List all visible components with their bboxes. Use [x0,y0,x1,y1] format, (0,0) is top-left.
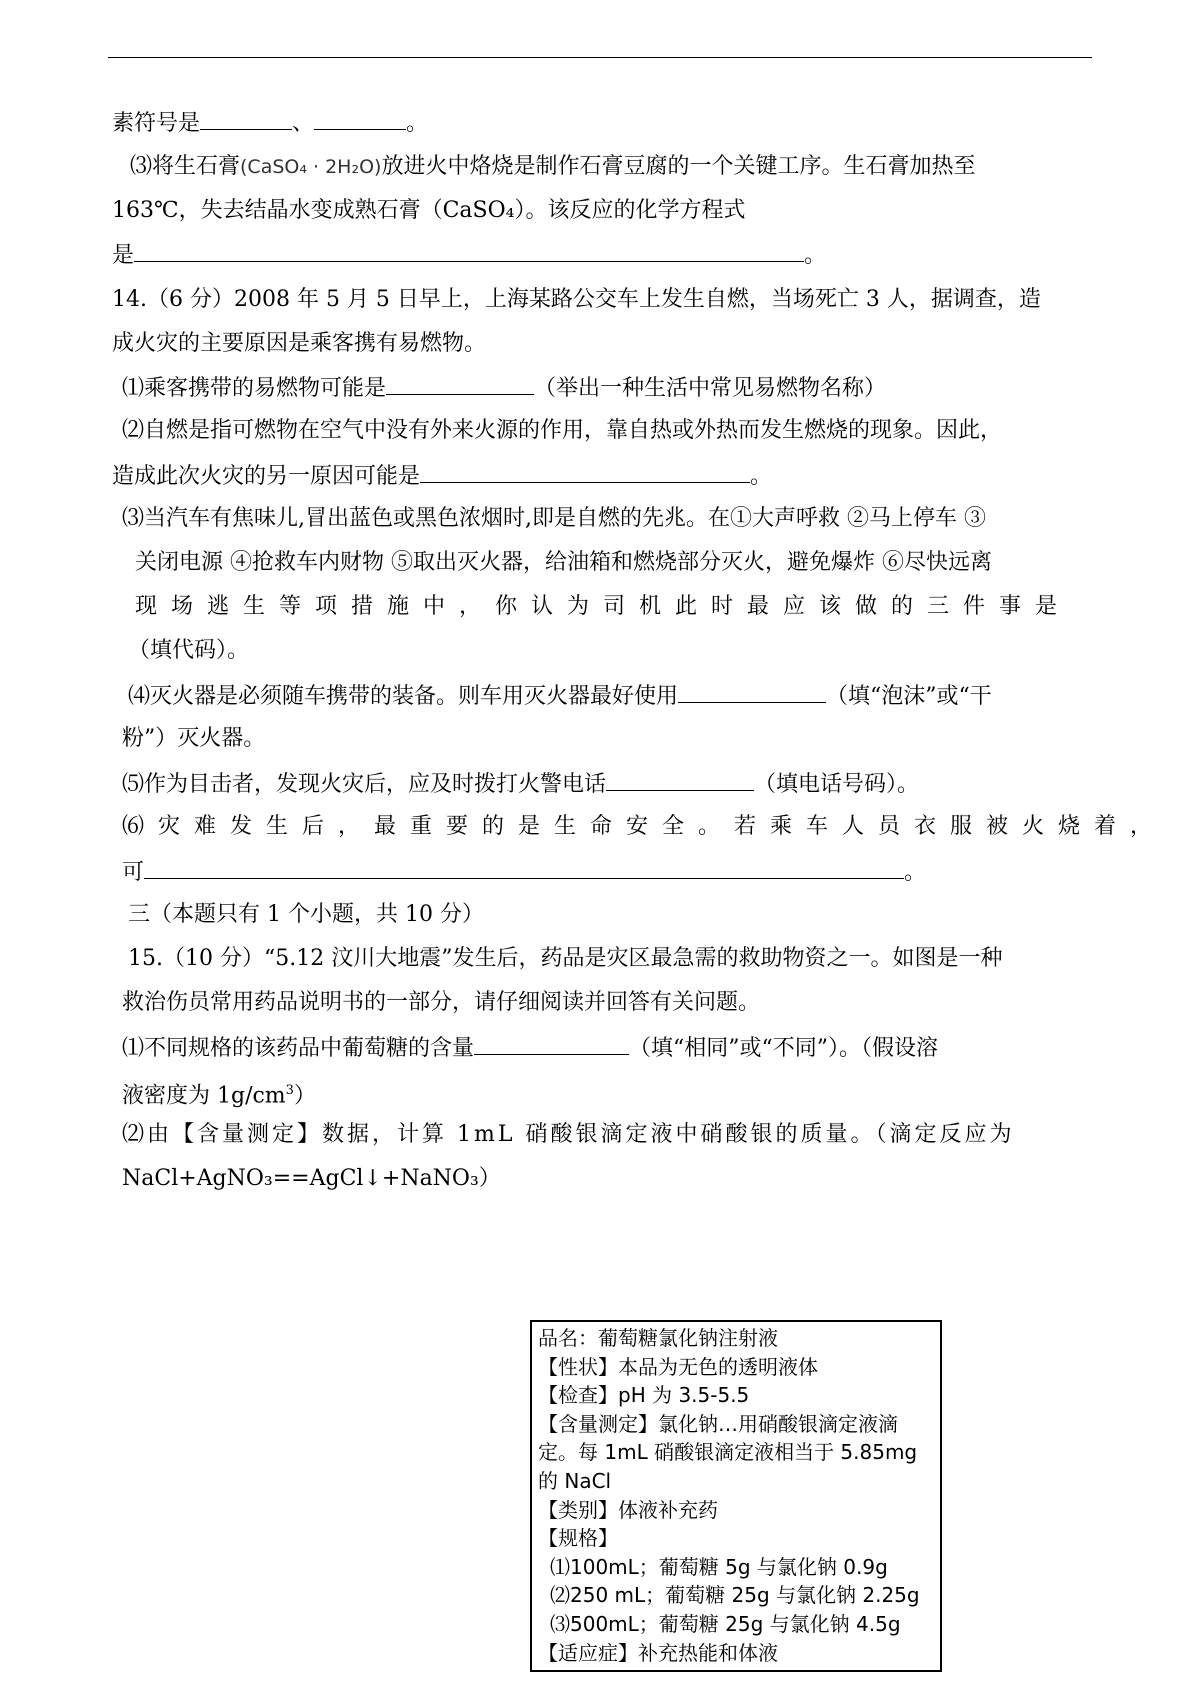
drug-spec-2: ⑵250 mL；葡萄糖 25g 与氯化钠 2.25g [550,1583,920,1608]
q15-sub1 [122,1032,938,1064]
text: 素符号是 [112,111,201,136]
answer-blank[interactable] [200,107,292,130]
q14-stem-2: 成火灾的主要原因是乘客携有易燃物。 [112,331,487,356]
answer-blank[interactable] [474,1032,629,1055]
text: 。 [804,243,827,268]
header-rule [108,57,1092,58]
text: ⑴乘客携带的易燃物可能是 [122,376,387,401]
text: （举出一种生活中常见易燃物名称） [534,376,887,401]
answer-blank[interactable] [420,460,750,483]
drug-label-box [530,1320,942,1672]
text: ⑶将生石膏 [130,154,241,179]
section-3-heading: 三（本题只有 1 个小题，共 10 分） [128,902,484,927]
drug-indication: 【适应症】补充热能和体液 [538,1640,778,1665]
q14-stem-1: 14.（6 分）2008 年 5 月 5 日早上，上海某路公交车上发生自燃，当场死亡 3 人，据调查，造 [112,287,1041,312]
drug-assay-1: 【含量测定】氯化钠…用硝酸银滴定液滴 [538,1411,898,1436]
line-163: 163℃，失去结晶水变成熟石膏（CaSO₄）。该反应的化学方程式 [112,198,746,223]
text: 。 [406,111,429,136]
text: 可 [122,860,145,885]
text: ） [293,1083,316,1109]
text: ⑷灭火器是必须随车携带的装备。则车用灭火器最好使用 [128,684,679,709]
drug-assay-3: 的 NaCl [538,1468,612,1493]
answer-blank[interactable] [606,768,754,791]
q14-sub2-1: ⑵自燃是指可燃物在空气中没有外来火源的作用，靠自热或外热而发生燃烧的现象。因此， [122,418,1003,443]
text: （填“泡沫”或“干 [826,684,992,709]
q14-sub1 [122,372,886,404]
q14-sub4-2: 粉”）灭火器。 [122,726,266,751]
text: 是 [112,243,135,268]
answer-blank[interactable] [134,239,804,262]
q15-sub2-2: NaCl+AgNO₃==AgCl↓+NaNO₃） [122,1166,501,1191]
text: （填电话号码）。 [754,772,920,797]
answer-blank[interactable] [144,856,904,879]
text: 造成此次火灾的另一原因可能是 [112,464,421,489]
drug-spec-3: ⑶500mL；葡萄糖 25g 与氯化钠 4.5g [550,1611,901,1636]
text: 。 [750,464,773,489]
answer-blank[interactable] [678,680,826,703]
q15-stem-1: 15.（10 分）“5.12 汶川大地震”发生后，药品是灾区最急需的救助物资之一。如图是一种 [128,946,1003,971]
drug-check: 【检查】pH 为 3.5-5.5 [538,1383,750,1408]
drug-spec-heading: 【规格】 [538,1526,618,1551]
answer-blank[interactable] [386,372,534,395]
text: ⑴不同规格的该药品中葡萄糖的含量 [122,1036,475,1061]
line-symbol [112,107,428,139]
text: 。 [904,860,927,885]
superscript: 3 [285,1083,294,1098]
q14-sub3-3: 现场逃生等项措施中，你认为司机此时最应该做的三件事是 [135,594,1072,619]
text: ⑸作为目击者，发现火灾后，应及时拨打火警电话 [122,772,607,797]
q15-sub2-1: ⑵由【含量测定】数据，计算 1mL 硝酸银滴定液中硝酸银的质量。（滴定反应为 [122,1122,1015,1147]
drug-name: 品名：葡萄糖氯化钠注射液 [538,1326,778,1350]
text: 、 [292,111,315,136]
q14-sub6-1: ⑹灾难发生后，最重要的是生命安全。若乘车人员衣服被火烧着， [122,814,1167,839]
q14-sub6-2 [122,856,926,888]
text: 放进火中烙烧是制作石膏豆腐的一个关键工序。生石膏加热至 [381,154,976,179]
q14-sub3-4: （填代码）。 [128,638,250,663]
drug-assay-2: 定。每 1mL 硝酸银滴定液相当于 5.85mg [538,1440,918,1465]
q14-sub4-1 [128,680,992,712]
q14-sub2-2 [112,460,772,492]
text: （填“相同”或“不同”）。（假设溶 [629,1036,939,1061]
text: 液密度为 1g/cm [122,1083,286,1109]
line-gypsum [130,152,975,182]
q15-sub1-2 [122,1076,316,1111]
q15-stem-2: 救治伤员常用药品说明书的一部分，请仔细阅读并回答有关问题。 [122,990,761,1015]
drug-appearance: 【性状】本品为无色的透明液体 [538,1354,818,1379]
drug-spec-1: ⑴100mL；葡萄糖 5g 与氯化钠 0.9g [550,1554,888,1579]
formula-image: (CaSO₄ · 2H₂O) [240,156,382,178]
line-equation [112,239,826,271]
drug-category: 【类别】体液补充药 [538,1497,718,1522]
q14-sub5 [122,768,919,800]
answer-blank[interactable] [314,107,406,130]
q14-sub3-1: ⑶当汽车有焦味儿,冒出蓝色或黑色浓烟时,即是自燃的先兆。在①大声呼救 ②马上停车 ③ [122,506,986,531]
q14-sub3-2: 关闭电源 ④抢救车内财物 ⑤取出灭火器，给油箱和燃烧部分灭火，避免爆炸 ⑥尽快远离 [135,550,992,575]
